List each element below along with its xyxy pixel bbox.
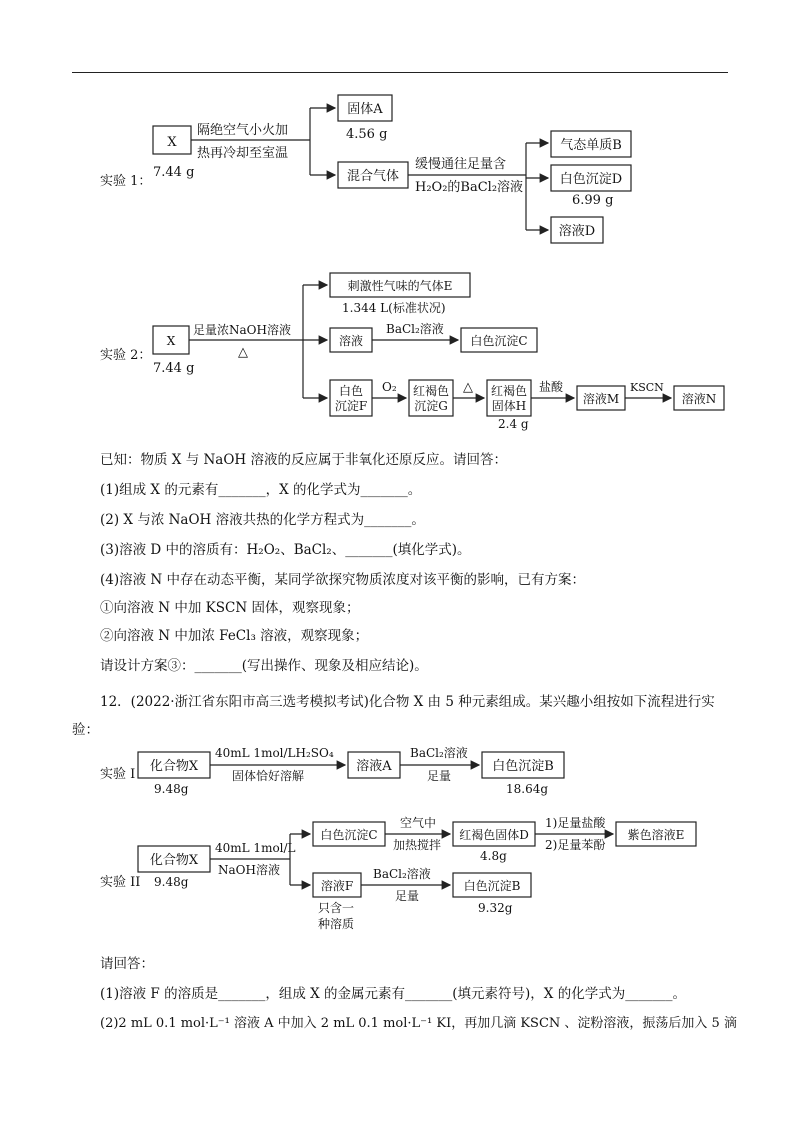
exp1-solid-a: 固体A [347,102,383,117]
exp2-solution: 溶液 [338,334,364,348]
exp2-hcl: 盐酸 [539,380,564,394]
q12-exp2-label: 实验 II [100,875,141,890]
q12-exp2-air-1: 空气中 [400,816,437,830]
exp1-x-text: X [167,135,177,150]
exp2-bacl2: BaCl₂溶液 [386,322,444,336]
q12-exp1-b-mass: 18.64g [506,782,549,796]
exp2-redbrown-g-2: 沉淀G [414,399,448,413]
exp1-solid-a-mass: 4.56 g [346,127,388,142]
q11-q3: (3)溶液 D 中的溶质有：H₂O₂、BaCl₂、_______(填化学式)。 [100,542,471,558]
exp1-cond2-line1: 缓慢通往足量含 [415,157,507,172]
q12-q1: (1)溶液 F 的溶质是_______，组成 X 的金属元素有_______(填元素符号)，X 的化学式为_______。 [100,986,686,1002]
q12-exp1-excess: 足量 [427,769,452,783]
q11-q1: (1)组成 X 的元素有_______，X 的化学式为_______。 [100,482,422,498]
q12-exp2-bacl2: BaCl₂溶液 [373,867,431,881]
exp2-x-text: X [166,334,176,348]
exp1-white-d: 白色沉淀D [559,172,623,187]
q12-exp2-only-1: 只含一 [318,901,355,915]
q12-exp1-compound: 化合物X [149,759,199,774]
q12-intro: 12．(2022·浙江省东阳市高三选考模拟考试)化合物 X 由 5 种元素组成。某兴趣小组按如下流程进行实验： [72,694,715,738]
q12-exp2-purple-e: 紫色溶液E [627,828,685,842]
exp1-sol-d: 溶液D [558,224,596,239]
q12-exp2-excess: 足量 [395,889,420,903]
exp1-cond2-line2: H₂O₂的BaCl₂溶液 [415,180,524,195]
exp2-heat: △ [238,345,248,360]
q12-exp1-white-b: 白色沉淀B [492,759,554,774]
exp2-white-f-1: 白色 [338,384,364,398]
exp1-x-mass: 7.44 g [153,165,195,180]
q11-opt3: 请设计方案③：_______(写出操作、现象及相应结论)。 [100,658,428,674]
q12-q2: (2)2 mL 0.1 mol·L⁻¹ 溶液 A 中加入 2 mL 0.1 mol·L⁻¹ KI，再加几滴 KSCN 、淀粉溶液，振荡后加入 5 滴 [100,1016,737,1031]
q12-exp1-label: 实验 I [100,767,136,782]
exp2-white-c: 白色沉淀C [470,334,528,348]
exp1-mixed-gas: 混合气体 [346,169,400,184]
exp2-kscn: KSCN [630,381,664,394]
exp1-cond-line2: 热再冷却至室温 [197,146,289,161]
q12-exp2-white-b: 白色沉淀B [463,879,521,893]
q12-exp1-sol-a: 溶液A [356,759,392,774]
exp2-redbrown-h-1: 红褐色 [490,384,528,398]
q12-exp2-d-mass: 4.8g [480,849,507,863]
exp2-cond: 足量浓NaOH溶液 [193,323,291,337]
exp2-gas-e: 刺激性气味的气体E [347,279,453,293]
exp2-redbrown-g-1: 红褐色 [412,384,450,398]
q12-exp2-reagent-1: 40mL 1mol/L [215,841,296,855]
exp2-h-mass: 2.4 g [498,417,529,431]
q11-known: 已知：物质 X 与 NaOH 溶液的反应属于非氧化还原反应。请回答： [100,452,507,468]
exp2-sol-n: 溶液N [681,392,717,406]
q12-exp2-step-1: 1)足量盐酸 [545,816,606,830]
exp2-label: 实验 2： [100,348,152,363]
q12-exp1-reagent: 40mL 1mol/LH₂SO₄ [215,746,334,760]
q12-exp2-reagent-2: NaOH溶液 [218,863,280,877]
q12-ask: 请回答： [100,956,154,972]
exp2-redbrown-h-2: 固体H [491,399,527,413]
q12-exp2-redbrown-d: 红褐色固体D [459,828,529,842]
q11-q4: (4)溶液 N 中存在动态平衡，某同学欲探究物质浓度对该平衡的影响，已有方案： [100,572,586,588]
q11-q2: (2) X 与浓 NaOH 溶液共热的化学方程式为_______。 [100,512,425,528]
exp1-label: 实验 1： [100,174,152,189]
exp2-gas-e-vol: 1.344 L(标准状况) [342,301,446,315]
exp1-gas-b: 气态单质B [560,138,622,153]
q12-exp2-sol-f: 溶液F [320,879,354,893]
q12-exp2-compound: 化合物X [149,853,199,868]
q12-exp2-b-mass: 9.32g [478,901,513,915]
exp2-white-f-2: 沉淀F [334,399,368,413]
exp2-sol-m: 溶液M [582,392,620,406]
q12-exp1-bacl2: BaCl₂溶液 [410,746,468,760]
q12-exp2-air-2: 加热搅拌 [393,838,442,852]
q12-exp2-mass: 9.48g [154,875,189,889]
exp2-x-mass: 7.44 g [153,361,195,376]
exp1-white-d-mass: 6.99 g [572,193,614,208]
q12-exp2-white-c: 白色沉淀C [320,828,378,842]
q12-exp1-cond: 固体恰好溶解 [232,769,305,783]
q11-opt2: ②向溶液 N 中加浓 FeCl₃ 溶液，观察现象； [100,628,369,644]
exp1-cond-line1: 隔绝空气小火加 [197,123,289,138]
exp2-heat2: △ [463,380,473,395]
q12-exp2-step-2: 2)足量苯酚 [545,838,606,852]
q12-exp1-mass: 9.48g [154,782,189,796]
q12-exp2-only-2: 种溶质 [318,917,355,931]
q11-opt1: ①向溶液 N 中加 KSCN 固体，观察现象； [100,600,360,616]
exp2-o2: O₂ [382,380,397,394]
